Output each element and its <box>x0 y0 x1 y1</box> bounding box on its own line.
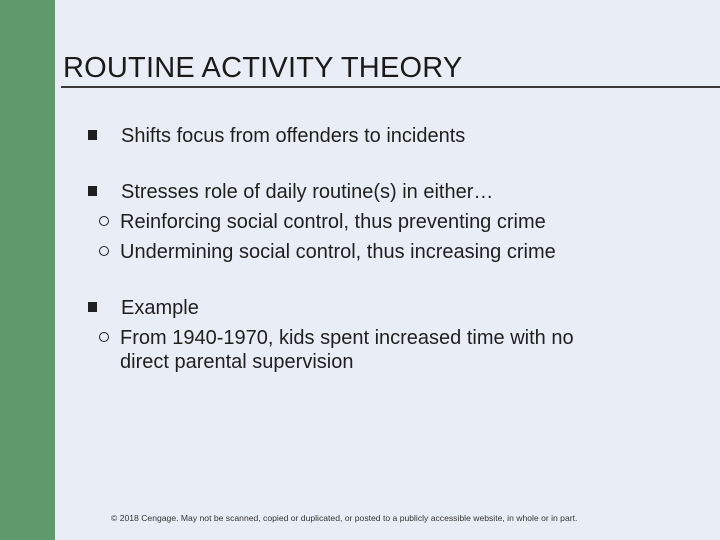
circle-bullet-icon <box>99 332 109 342</box>
slide-content <box>55 0 720 540</box>
sub-bullet-text: From 1940-1970, kids spent increased time with no <box>120 327 574 349</box>
bullet-text: Stresses role of daily routine(s) in either… <box>121 181 494 203</box>
slide-title: ROUTINE ACTIVITY THEORY <box>63 52 463 84</box>
square-bullet-icon <box>88 186 97 196</box>
sub-bullet-text: Undermining social control, thus increasing crime <box>120 241 556 263</box>
sub-bullet-text: direct parental supervision <box>120 351 354 373</box>
copyright-footer: © 2018 Cengage. May not be scanned, copied or duplicated, or posted to a publicly accessible website, in whole or in part. <box>111 513 578 523</box>
sidebar-accent-bar <box>0 0 55 540</box>
slide <box>55 0 720 540</box>
circle-bullet-icon <box>99 216 109 226</box>
sub-bullet-text: Reinforcing social control, thus preventing crime <box>120 211 546 233</box>
circle-bullet-icon <box>99 246 109 256</box>
square-bullet-icon <box>88 302 97 312</box>
bullet-text: Example <box>121 297 199 319</box>
bullet-text: Shifts focus from offenders to incidents <box>121 125 466 147</box>
square-bullet-icon <box>88 130 97 140</box>
